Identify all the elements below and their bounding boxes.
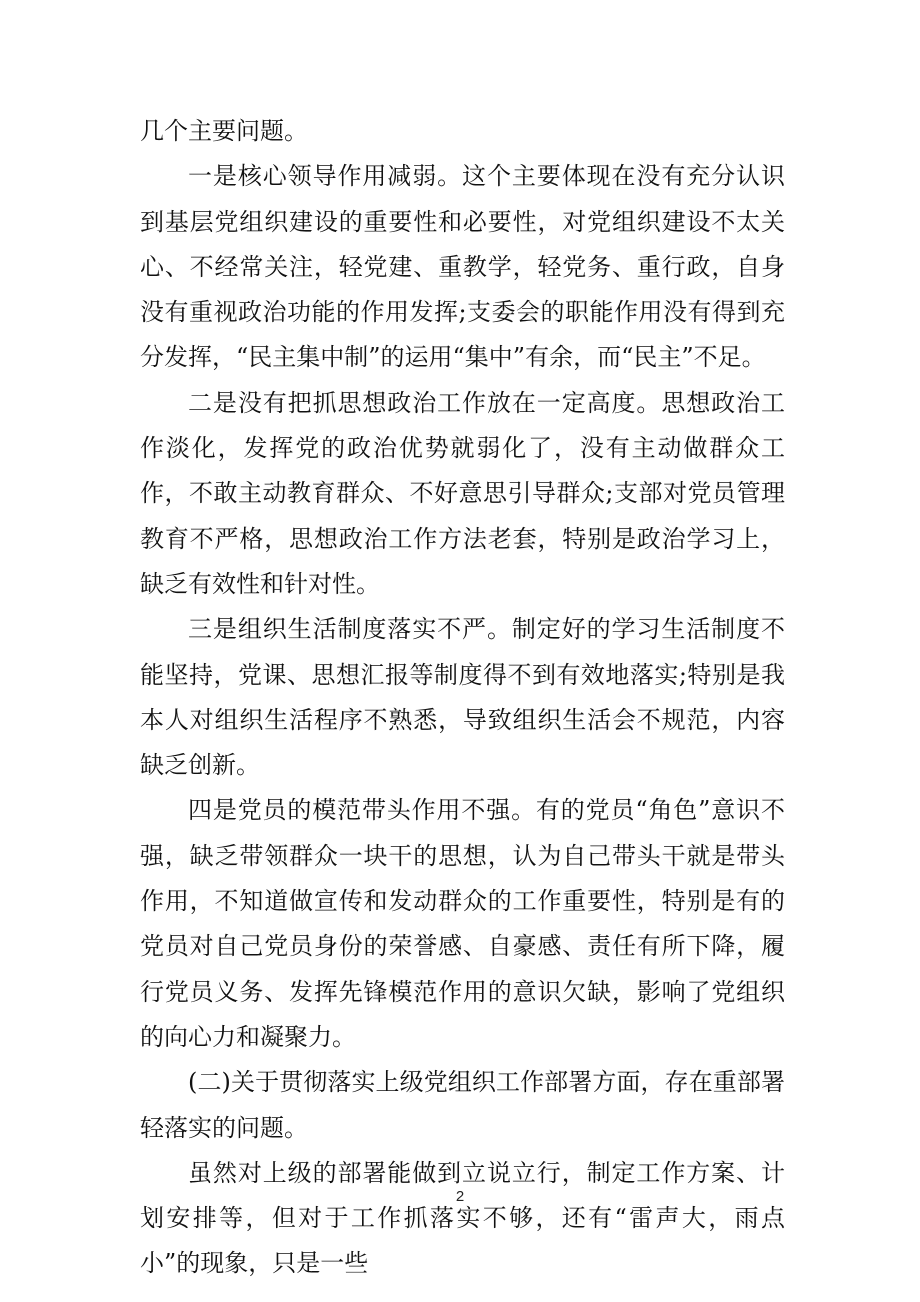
paragraph-point-three: 三是组织生活制度落实不严。制定好的学习生活制度不能坚持，党课、思想汇报等制度得不到有效地落实;特别是我本人对组织生活程序不熟悉，导致组织生活会不规范，内容缺乏创新。 (140, 615, 785, 780)
page-number: 2 (455, 1188, 465, 1205)
paragraph-point-one: 一是核心领导作用减弱。这个主要体现在没有充分认识到基层党组织建设的重要性和必要性，对党组织建设不太关心、不经常关注，轻党建、重教学，轻党务、重行政，自身没有重视政治功能的作用发挥;支委会的职能作用没有得到充分发挥，“民主集中制”的运用“集中”有余，而“民主”不足。 (140, 162, 785, 372)
paragraph-continuation: 几个主要问题。 (140, 117, 308, 145)
paragraph-point-two: 二是没有把抓思想政治工作放在一定高度。思想政治工作淡化，发挥党的政治优势就弱化了，没有主动做群众工作，不敢主动教育群众、不好意思引导群众;支部对党员管理教育不严格，思想政治工作方法老套，特别是政治学习上，缺乏有效性和针对性。 (140, 388, 785, 598)
paragraph-point-four: 四是党员的模范带头作用不强。有的党员“角色”意识不强，缺乏带领群众一块干的思想，认为自己带头干就是带头作用，不知道做宣传和发动群众的工作重要性，特别是有的党员对自己党员身份的荣誉感、自豪感、责任有所下降，履行党员义务、发挥先锋模范作用的意识欠缺，影响了党组织的向心力和凝聚力。 (140, 796, 785, 1051)
section-heading-two: (二)关于贯彻落实上级党组织工作部署方面，存在重部署轻落实的问题。 (140, 1068, 785, 1142)
body-text (140, 109, 785, 1287)
paragraph-implementation: 虽然对上级的部署能做到立说立行，制定工作方案、计划安排等，但对于工作抓落实不够，还有“雷声大，雨点小”的现象，只是一些 (140, 1158, 785, 1278)
